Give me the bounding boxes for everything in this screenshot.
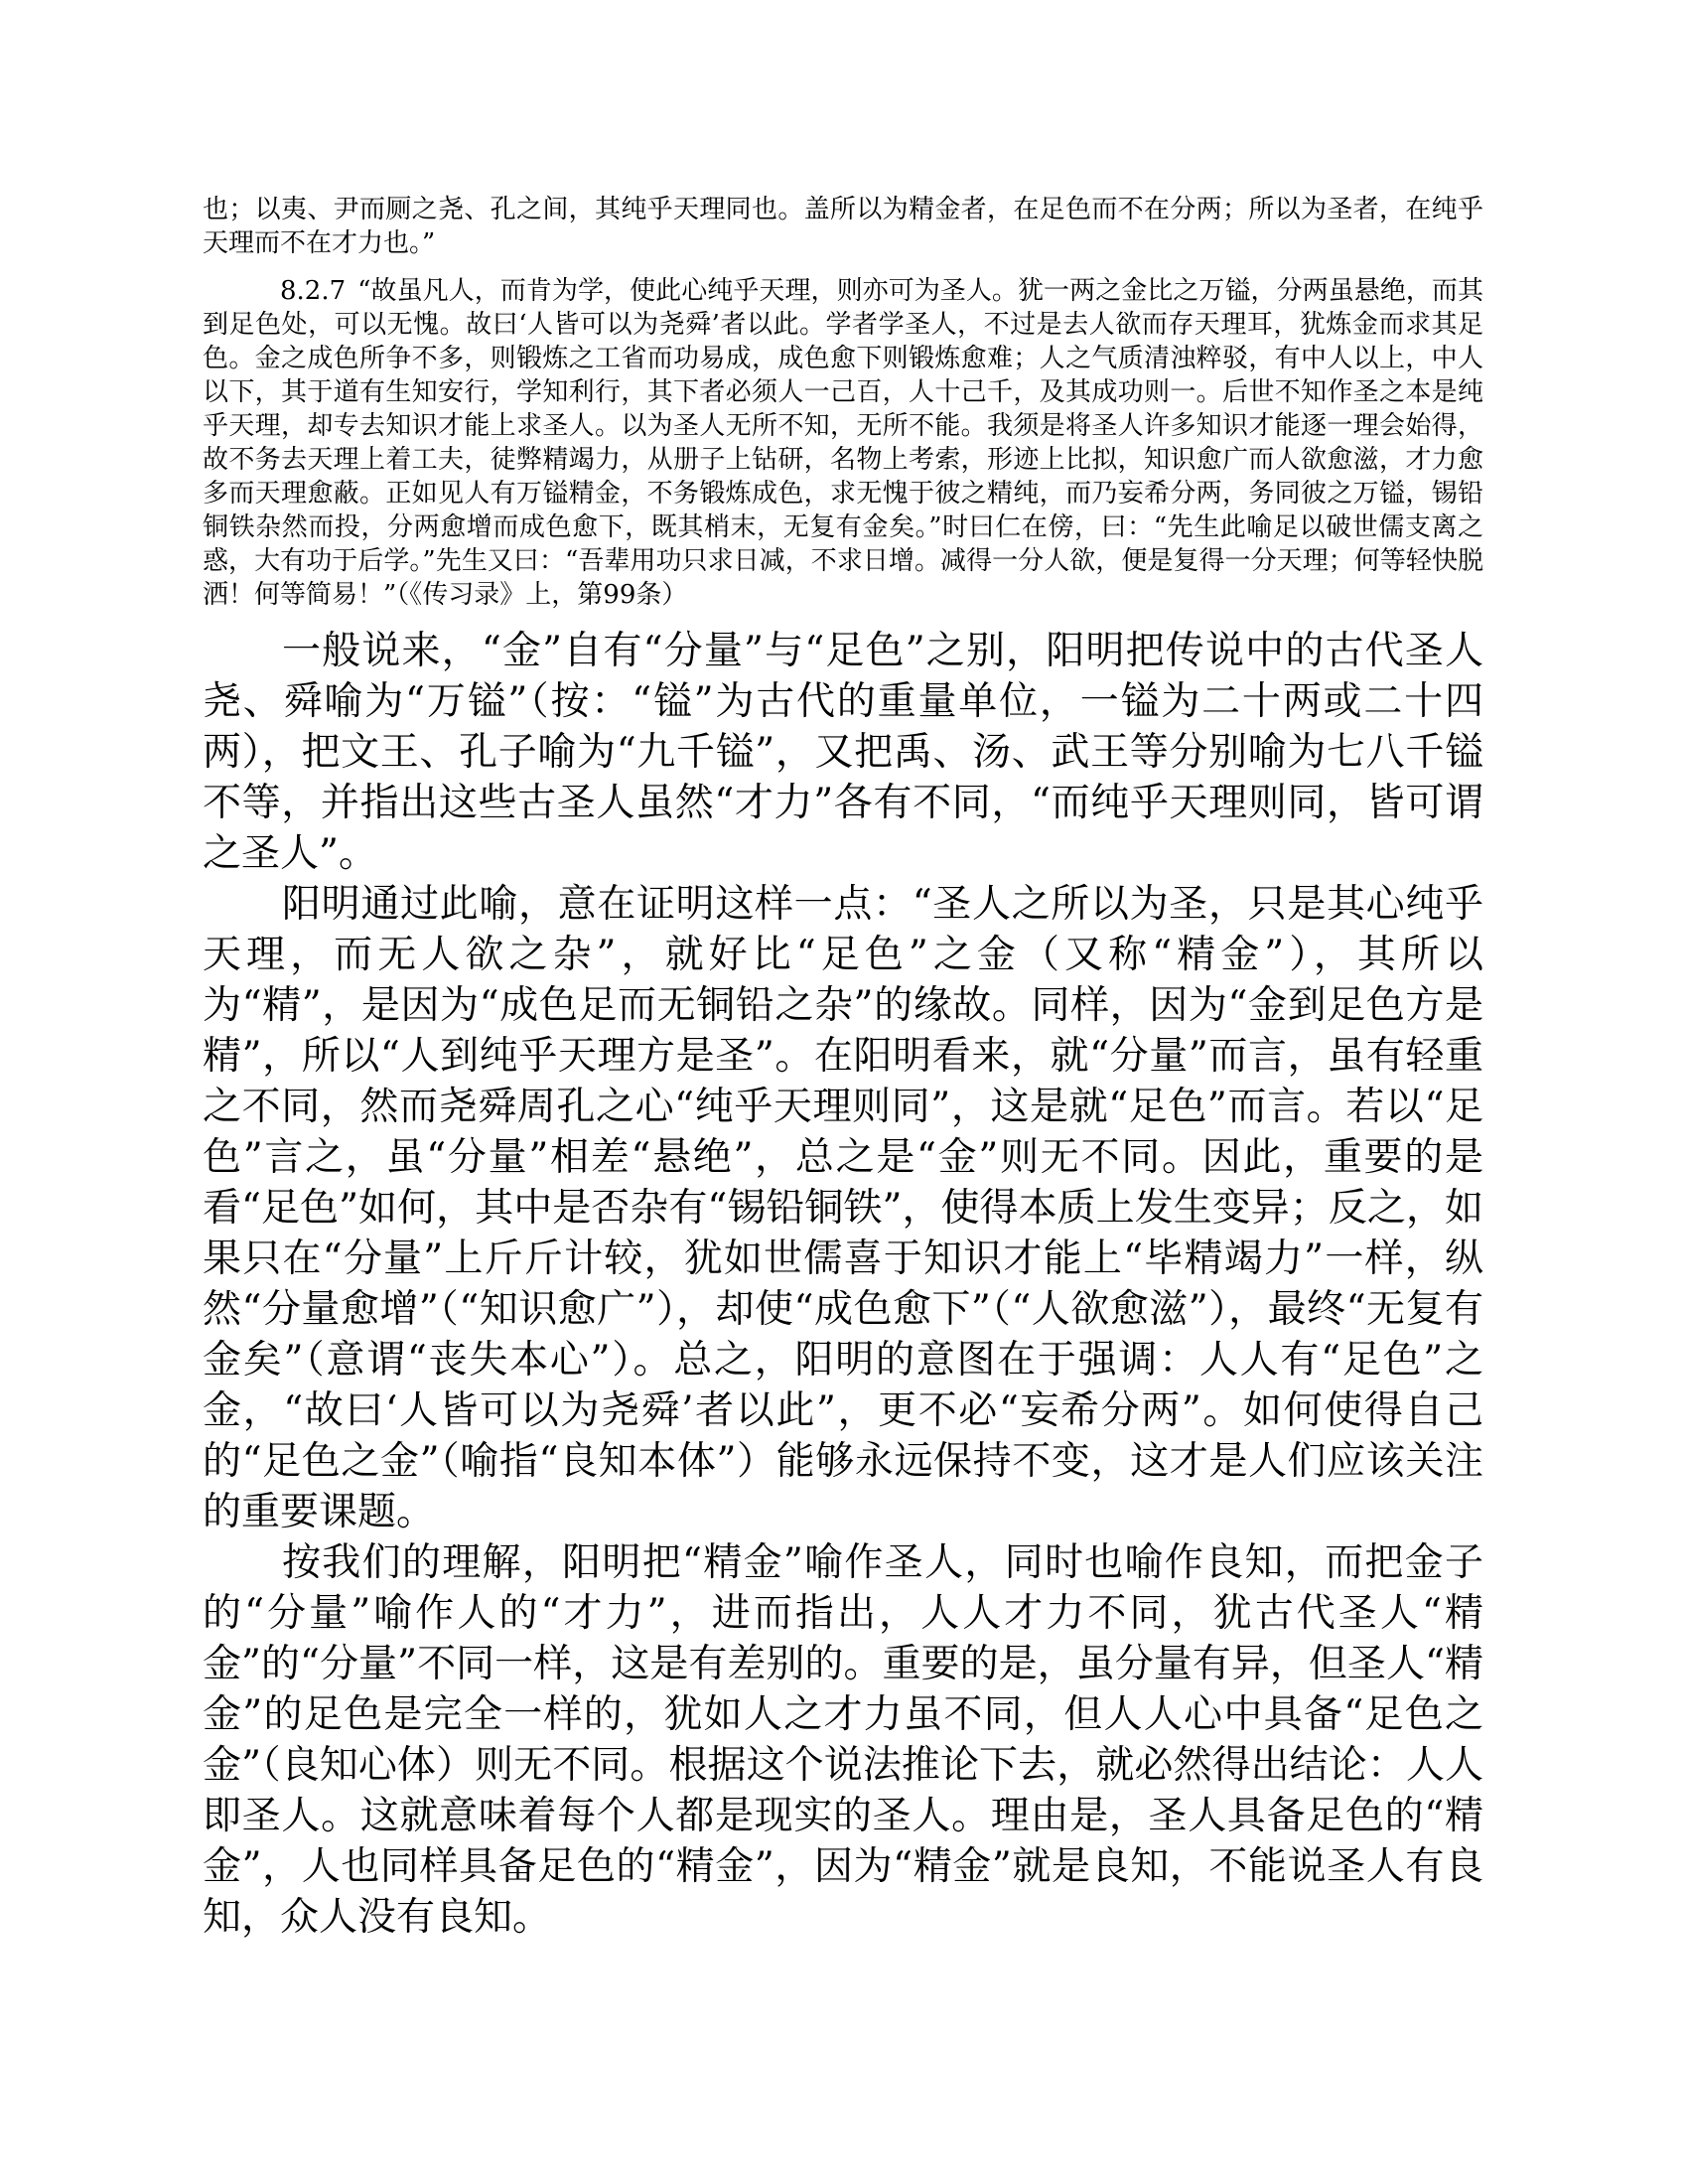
document-page	[203, 193, 1483, 1943]
body-paragraph: 按我们的理解，阳明把“精金”喻作圣人，同时也喻作良知，而把金子的“分量”喻作人的“才力”，进而指出，人人才力不同，犹古代圣人“精金”的“分量”不同一样，这是有差别的。重要的是，虽分量有异，但圣人“精金”的足色是完全一样的，犹如人之才力虽不同，但人人心中具备“足色之金”（良知心体）则无不同。根据这个说法推论下去，就必然得出结论：人人即圣人。这就意味着每个人都是现实的圣人。理由是，圣人具备足色的“精金”，人也同样具备足色的“精金”，因为“精金”就是良知，不能说圣人有良知，众人没有良知。	[203, 1540, 1483, 1940]
section-number: 8.2.7	[280, 276, 347, 306]
body-paragraph: 一般说来，“金”自有“分量”与“足色”之别，阳明把传说中的古代圣人尧、舜喻为“万镒”（按：“镒”为古代的重量单位，一镒为二十两或二十四两），把文王、孔子喻为“九千镒”，又把禹、汤、武王等分别喻为七八千镒不等，并指出这些古圣人虽然“才力”各有不同，“而纯乎天理则同，皆可谓之圣人”。	[203, 629, 1483, 876]
section-text: “故虽凡人，而肯为学，使此心纯乎天理，则亦可为圣人。犹一两之金比之万镒，分两虽悬绝，而其到足色处，可以无愧。故曰‘人皆可以为尧舜’者以此。学者学圣人，不过是去人欲而存天理耳，犹炼金而求其足色。金之成色所争不多，则锻炼之工省而功易成，成色愈下则锻炼愈难；人之气质清浊粹驳，有中人以上，中人以下，其于道有生知安行，学知利行，其下者必须人一己百，人十己千，及其成功则一。后世不知作圣之本是纯乎天理，却专去知识才能上求圣人。以为圣人无所不知，无所不能。我须是将圣人许多知识才能逐一理会始得，故不务去天理上着工夫，徒弊精竭力，从册子上钻研，名物上考索，形迹上比拟，知识愈广而人欲愈滋，才力愈多而天理愈蔽。正如见人有万镒精金，不务锻炼成色，求无愧于彼之精纯，而乃妄希分两，务同彼之万镒，锡铅铜铁杂然而投，分两愈增而成色愈下，既其梢末，无复有金矣。”时曰仁在傍，曰：“先生此喻足以破世儒支离之惑，大有功于后学。”先生又曰：“吾辈用功只求日减，不求日增。减得一分人欲，便是复得一分天理；何等轻快脱洒！何等简易！”（《传习录》上，第99条）	[203, 276, 1483, 610]
body-paragraph: 阳明通过此喻，意在证明这样一点：“圣人之所以为圣，只是其心纯乎天理，而无人欲之杂”，就好比“足色”之金（又称“精金”），其所以为“精”，是因为“成色足而无铜铅之杂”的缘故。同样，因为“金到足色方是精”，所以“人到纯乎天理方是圣”。在阳明看来，就“分量”而言，虽有轻重之不同，然而尧舜周孔之心“纯乎天理则同”，这是就“足色”而言。若以“足色”言之，虽“分量”相差“悬绝”，总之是“金”则无不同。因此，重要的是看“足色”如何，其中是否杂有“锡铅铜铁”，使得本质上发生变异；反之，如果只在“分量”上斤斤计较，犹如世儒喜于知识才能上“毕精竭力”一样，纵然“分量愈增”（“知识愈广”），却使“成色愈下”（“人欲愈滋”），最终“无复有金矣”（意谓“丧失本心”）。总之，阳明的意图在于强调：人人有“足色”之金，“故曰‘人皆可以为尧舜’者以此”，更不必“妄希分两”。如何使得自己的“足色之金”（喻指“良知本体”）能够永远保持不变，这才是人们应该关注的重要课题。	[203, 882, 1483, 1534]
quote-continuation: 也；以夷、尹而厕之尧、孔之间，其纯乎天理同也。盖所以为精金者，在足色而不在分两；所以为圣者，在纯乎天理而不在才力也。”	[203, 195, 1483, 258]
quote-section	[203, 274, 1483, 612]
